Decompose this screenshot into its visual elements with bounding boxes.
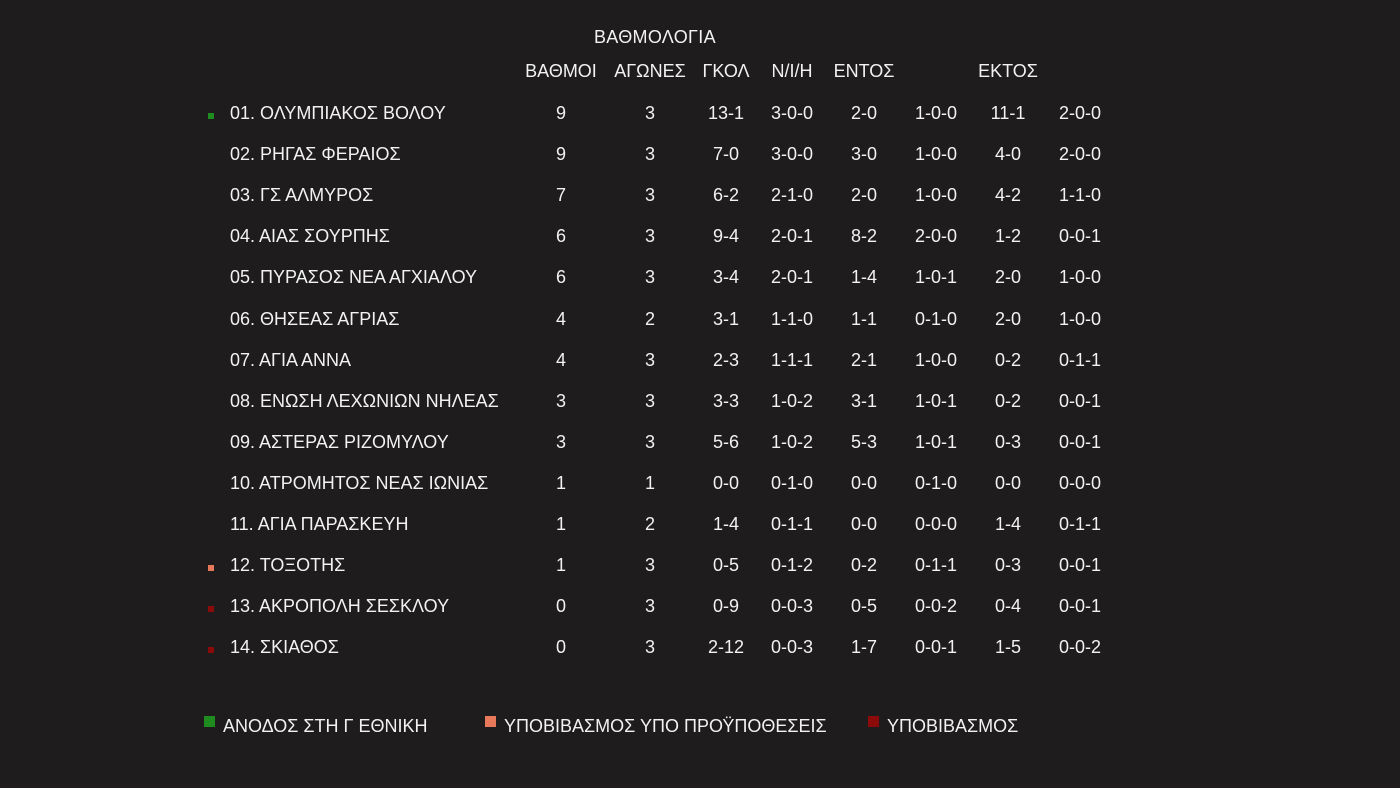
cell-away-goals: 0-2 (994, 350, 1022, 370)
cell-home-goals: 0-2 (850, 555, 878, 575)
cell-points: 0 (555, 596, 567, 616)
cell-points: 0 (555, 637, 567, 657)
table-row (0, 141, 1400, 182)
team-name: 08. ΕΝΩΣΗ ΛΕΧΩΝΙΩΝ ΝΗΛΕΑΣ (230, 391, 499, 411)
cell-points: 7 (555, 185, 567, 205)
legend-label: ΑΝΟΔΟΣ ΣΤΗ Γ ΕΘΝΙΚΗ (223, 716, 428, 736)
legend-swatch-conditional-relegation (485, 716, 496, 727)
cell-games: 3 (644, 432, 656, 452)
cell-wdl: 1-0-2 (770, 391, 814, 411)
cell-wdl: 0-1-0 (770, 473, 814, 493)
cell-away-wdl: 1-0-0 (1058, 309, 1102, 329)
cell-wdl: 3-0-0 (770, 144, 814, 164)
status-marker-relegation (208, 647, 214, 653)
cell-games: 3 (644, 144, 656, 164)
table-row (0, 264, 1400, 305)
cell-points: 4 (555, 309, 567, 329)
cell-points: 9 (555, 103, 567, 123)
cell-away-wdl: 0-0-1 (1058, 391, 1102, 411)
cell-away-wdl: 0-0-1 (1058, 555, 1102, 575)
cell-away-wdl: 0-1-1 (1058, 514, 1102, 534)
table-row (0, 429, 1400, 470)
cell-home-goals: 8-2 (850, 226, 878, 246)
cell-away-goals: 0-3 (994, 555, 1022, 575)
cell-games: 1 (644, 473, 656, 493)
cell-home-goals: 3-1 (850, 391, 878, 411)
cell-goals: 9-4 (712, 226, 740, 246)
cell-points: 6 (555, 226, 567, 246)
cell-away-wdl: 0-0-1 (1058, 596, 1102, 616)
cell-home-goals: 2-1 (850, 350, 878, 370)
cell-points: 1 (555, 514, 567, 534)
cell-away-goals: 1-5 (994, 637, 1022, 657)
cell-games: 2 (644, 309, 656, 329)
cell-away-wdl: 2-0-0 (1058, 103, 1102, 123)
cell-games: 3 (644, 185, 656, 205)
team-name: 04. ΑΙΑΣ ΣΟΥΡΠΗΣ (230, 226, 390, 246)
cell-points: 6 (555, 267, 567, 287)
cell-wdl: 2-0-1 (770, 226, 814, 246)
table-row (0, 223, 1400, 264)
status-marker-promotion (208, 113, 214, 119)
standings-title: ΒΑΘΜΟΛΟΓΙΑ (594, 27, 716, 47)
cell-goals: 1-4 (712, 514, 740, 534)
cell-wdl: 0-1-2 (770, 555, 814, 575)
header-home: ΕΝΤΟΣ (833, 61, 895, 81)
cell-goals: 2-3 (712, 350, 740, 370)
cell-wdl: 2-1-0 (770, 185, 814, 205)
cell-home-goals: 3-0 (850, 144, 878, 164)
team-name: 10. ΑΤΡΟΜΗΤΟΣ ΝΕΑΣ ΙΩΝΙΑΣ (230, 473, 489, 493)
table-row (0, 470, 1400, 511)
cell-wdl: 0-1-1 (770, 514, 814, 534)
cell-away-wdl: 2-0-0 (1058, 144, 1102, 164)
cell-away-goals: 2-0 (994, 267, 1022, 287)
cell-home-wdl: 0-1-0 (914, 309, 958, 329)
team-name: 01. ΟΛΥΜΠΙΑΚΟΣ ΒΟΛΟΥ (230, 103, 446, 123)
cell-home-goals: 5-3 (850, 432, 878, 452)
team-name: 12. ΤΟΞΟΤΗΣ (230, 555, 346, 575)
cell-home-wdl: 1-0-0 (914, 103, 958, 123)
cell-games: 3 (644, 350, 656, 370)
cell-home-wdl: 1-0-0 (914, 185, 958, 205)
status-marker-relegation (208, 606, 214, 612)
legend-label: ΥΠΟΒΙΒΑΣΜΟΣ ΥΠΟ ΠΡΟΫΠΟΘΕΣΕΙΣ (504, 716, 827, 736)
cell-home-goals: 1-7 (850, 637, 878, 657)
table-row (0, 182, 1400, 223)
cell-away-wdl: 0-0-0 (1058, 473, 1102, 493)
cell-away-wdl: 1-0-0 (1058, 267, 1102, 287)
cell-goals: 13-1 (707, 103, 745, 123)
cell-wdl: 1-0-2 (770, 432, 814, 452)
team-name: 02. ΡΗΓΑΣ ΦΕΡΑΙΟΣ (230, 144, 401, 164)
team-name: 05. ΠΥΡΑΣΟΣ ΝΕΑ ΑΓΧΙΑΛΟΥ (230, 267, 477, 287)
cell-away-goals: 11-1 (990, 103, 1026, 123)
cell-home-goals: 0-0 (850, 514, 878, 534)
cell-away-goals: 4-2 (994, 185, 1022, 205)
table-row (0, 593, 1400, 634)
cell-home-wdl: 0-0-1 (914, 637, 958, 657)
cell-home-wdl: 0-0-2 (914, 596, 958, 616)
cell-away-wdl: 0-0-1 (1058, 432, 1102, 452)
table-row (0, 347, 1400, 388)
cell-games: 3 (644, 267, 656, 287)
cell-points: 3 (555, 391, 567, 411)
legend-swatch-promotion (204, 716, 215, 727)
cell-goals: 6-2 (712, 185, 740, 205)
cell-home-wdl: 1-0-1 (914, 391, 958, 411)
cell-games: 3 (644, 637, 656, 657)
team-name: 06. ΘΗΣΕΑΣ ΑΓΡΙΑΣ (230, 309, 400, 329)
cell-wdl: 1-1-1 (770, 350, 814, 370)
cell-wdl: 2-0-1 (770, 267, 814, 287)
header-wdl: Ν/Ι/Η (771, 61, 813, 81)
cell-home-wdl: 0-1-0 (914, 473, 958, 493)
cell-home-goals: 2-0 (850, 103, 878, 123)
cell-goals: 0-0 (712, 473, 740, 493)
header-away: ΕΚΤΟΣ (978, 61, 1038, 81)
cell-points: 9 (555, 144, 567, 164)
cell-away-wdl: 0-0-2 (1058, 637, 1102, 657)
cell-home-wdl: 1-0-0 (914, 144, 958, 164)
team-name: 11. ΑΓΙΑ ΠΑΡΑΣΚΕΥΗ (230, 514, 409, 534)
cell-away-goals: 1-2 (994, 226, 1022, 246)
cell-goals: 2-12 (707, 637, 745, 657)
cell-away-wdl: 0-1-1 (1058, 350, 1102, 370)
table-row (0, 552, 1400, 593)
team-name: 03. ΓΣ ΑΛΜΥΡΟΣ (230, 185, 374, 205)
cell-away-goals: 0-4 (994, 596, 1022, 616)
team-name: 13. ΑΚΡΟΠΟΛΗ ΣΕΣΚΛΟΥ (230, 596, 450, 616)
cell-wdl: 3-0-0 (770, 103, 814, 123)
cell-goals: 3-4 (712, 267, 740, 287)
cell-home-goals: 1-4 (850, 267, 878, 287)
cell-away-goals: 4-0 (994, 144, 1022, 164)
cell-games: 3 (644, 226, 656, 246)
header-points: ΒΑΘΜΟΙ (525, 61, 597, 81)
cell-points: 1 (555, 555, 567, 575)
cell-games: 3 (644, 391, 656, 411)
cell-home-goals: 0-5 (850, 596, 878, 616)
cell-home-wdl: 1-0-0 (914, 350, 958, 370)
header-goals: ΓΚΟΛ (702, 61, 750, 81)
cell-goals: 3-1 (712, 309, 740, 329)
cell-points: 3 (555, 432, 567, 452)
cell-games: 3 (644, 596, 656, 616)
cell-away-goals: 1-4 (994, 514, 1022, 534)
cell-away-wdl: 1-1-0 (1058, 185, 1102, 205)
header-games: ΑΓΩΝΕΣ (614, 61, 686, 81)
cell-away-wdl: 0-0-1 (1058, 226, 1102, 246)
cell-goals: 0-5 (712, 555, 740, 575)
cell-home-wdl: 2-0-0 (914, 226, 958, 246)
cell-wdl: 0-0-3 (770, 596, 814, 616)
team-name: 07. ΑΓΙΑ ΑΝΝΑ (230, 350, 351, 370)
cell-away-goals: 0-0 (994, 473, 1022, 493)
cell-home-wdl: 1-0-1 (914, 432, 958, 452)
cell-home-goals: 2-0 (850, 185, 878, 205)
cell-games: 3 (644, 103, 656, 123)
table-row (0, 634, 1400, 675)
cell-away-goals: 0-3 (994, 432, 1022, 452)
team-name: 09. ΑΣΤΕΡΑΣ ΡΙΖΟΜΥΛΟΥ (230, 432, 449, 452)
cell-wdl: 0-0-3 (770, 637, 814, 657)
cell-home-goals: 1-1 (850, 309, 878, 329)
legend-label: ΥΠΟΒΙΒΑΣΜΟΣ (887, 716, 1019, 736)
cell-home-wdl: 1-0-1 (914, 267, 958, 287)
cell-points: 1 (555, 473, 567, 493)
cell-away-goals: 0-2 (994, 391, 1022, 411)
cell-games: 2 (644, 514, 656, 534)
cell-goals: 0-9 (712, 596, 740, 616)
legend-swatch-relegation (868, 716, 879, 727)
status-marker-conditional-relegation (208, 565, 214, 571)
cell-goals: 3-3 (712, 391, 740, 411)
table-row (0, 511, 1400, 552)
cell-goals: 7-0 (712, 144, 740, 164)
cell-points: 4 (555, 350, 567, 370)
cell-home-goals: 0-0 (850, 473, 878, 493)
cell-away-goals: 2-0 (994, 309, 1022, 329)
table-row (0, 306, 1400, 347)
team-name: 14. ΣΚΙΑΘΟΣ (230, 637, 339, 657)
table-row (0, 388, 1400, 429)
table-row (0, 100, 1400, 141)
cell-wdl: 1-1-0 (770, 309, 814, 329)
cell-games: 3 (644, 555, 656, 575)
cell-goals: 5-6 (712, 432, 740, 452)
cell-home-wdl: 0-0-0 (914, 514, 958, 534)
cell-home-wdl: 0-1-1 (914, 555, 958, 575)
